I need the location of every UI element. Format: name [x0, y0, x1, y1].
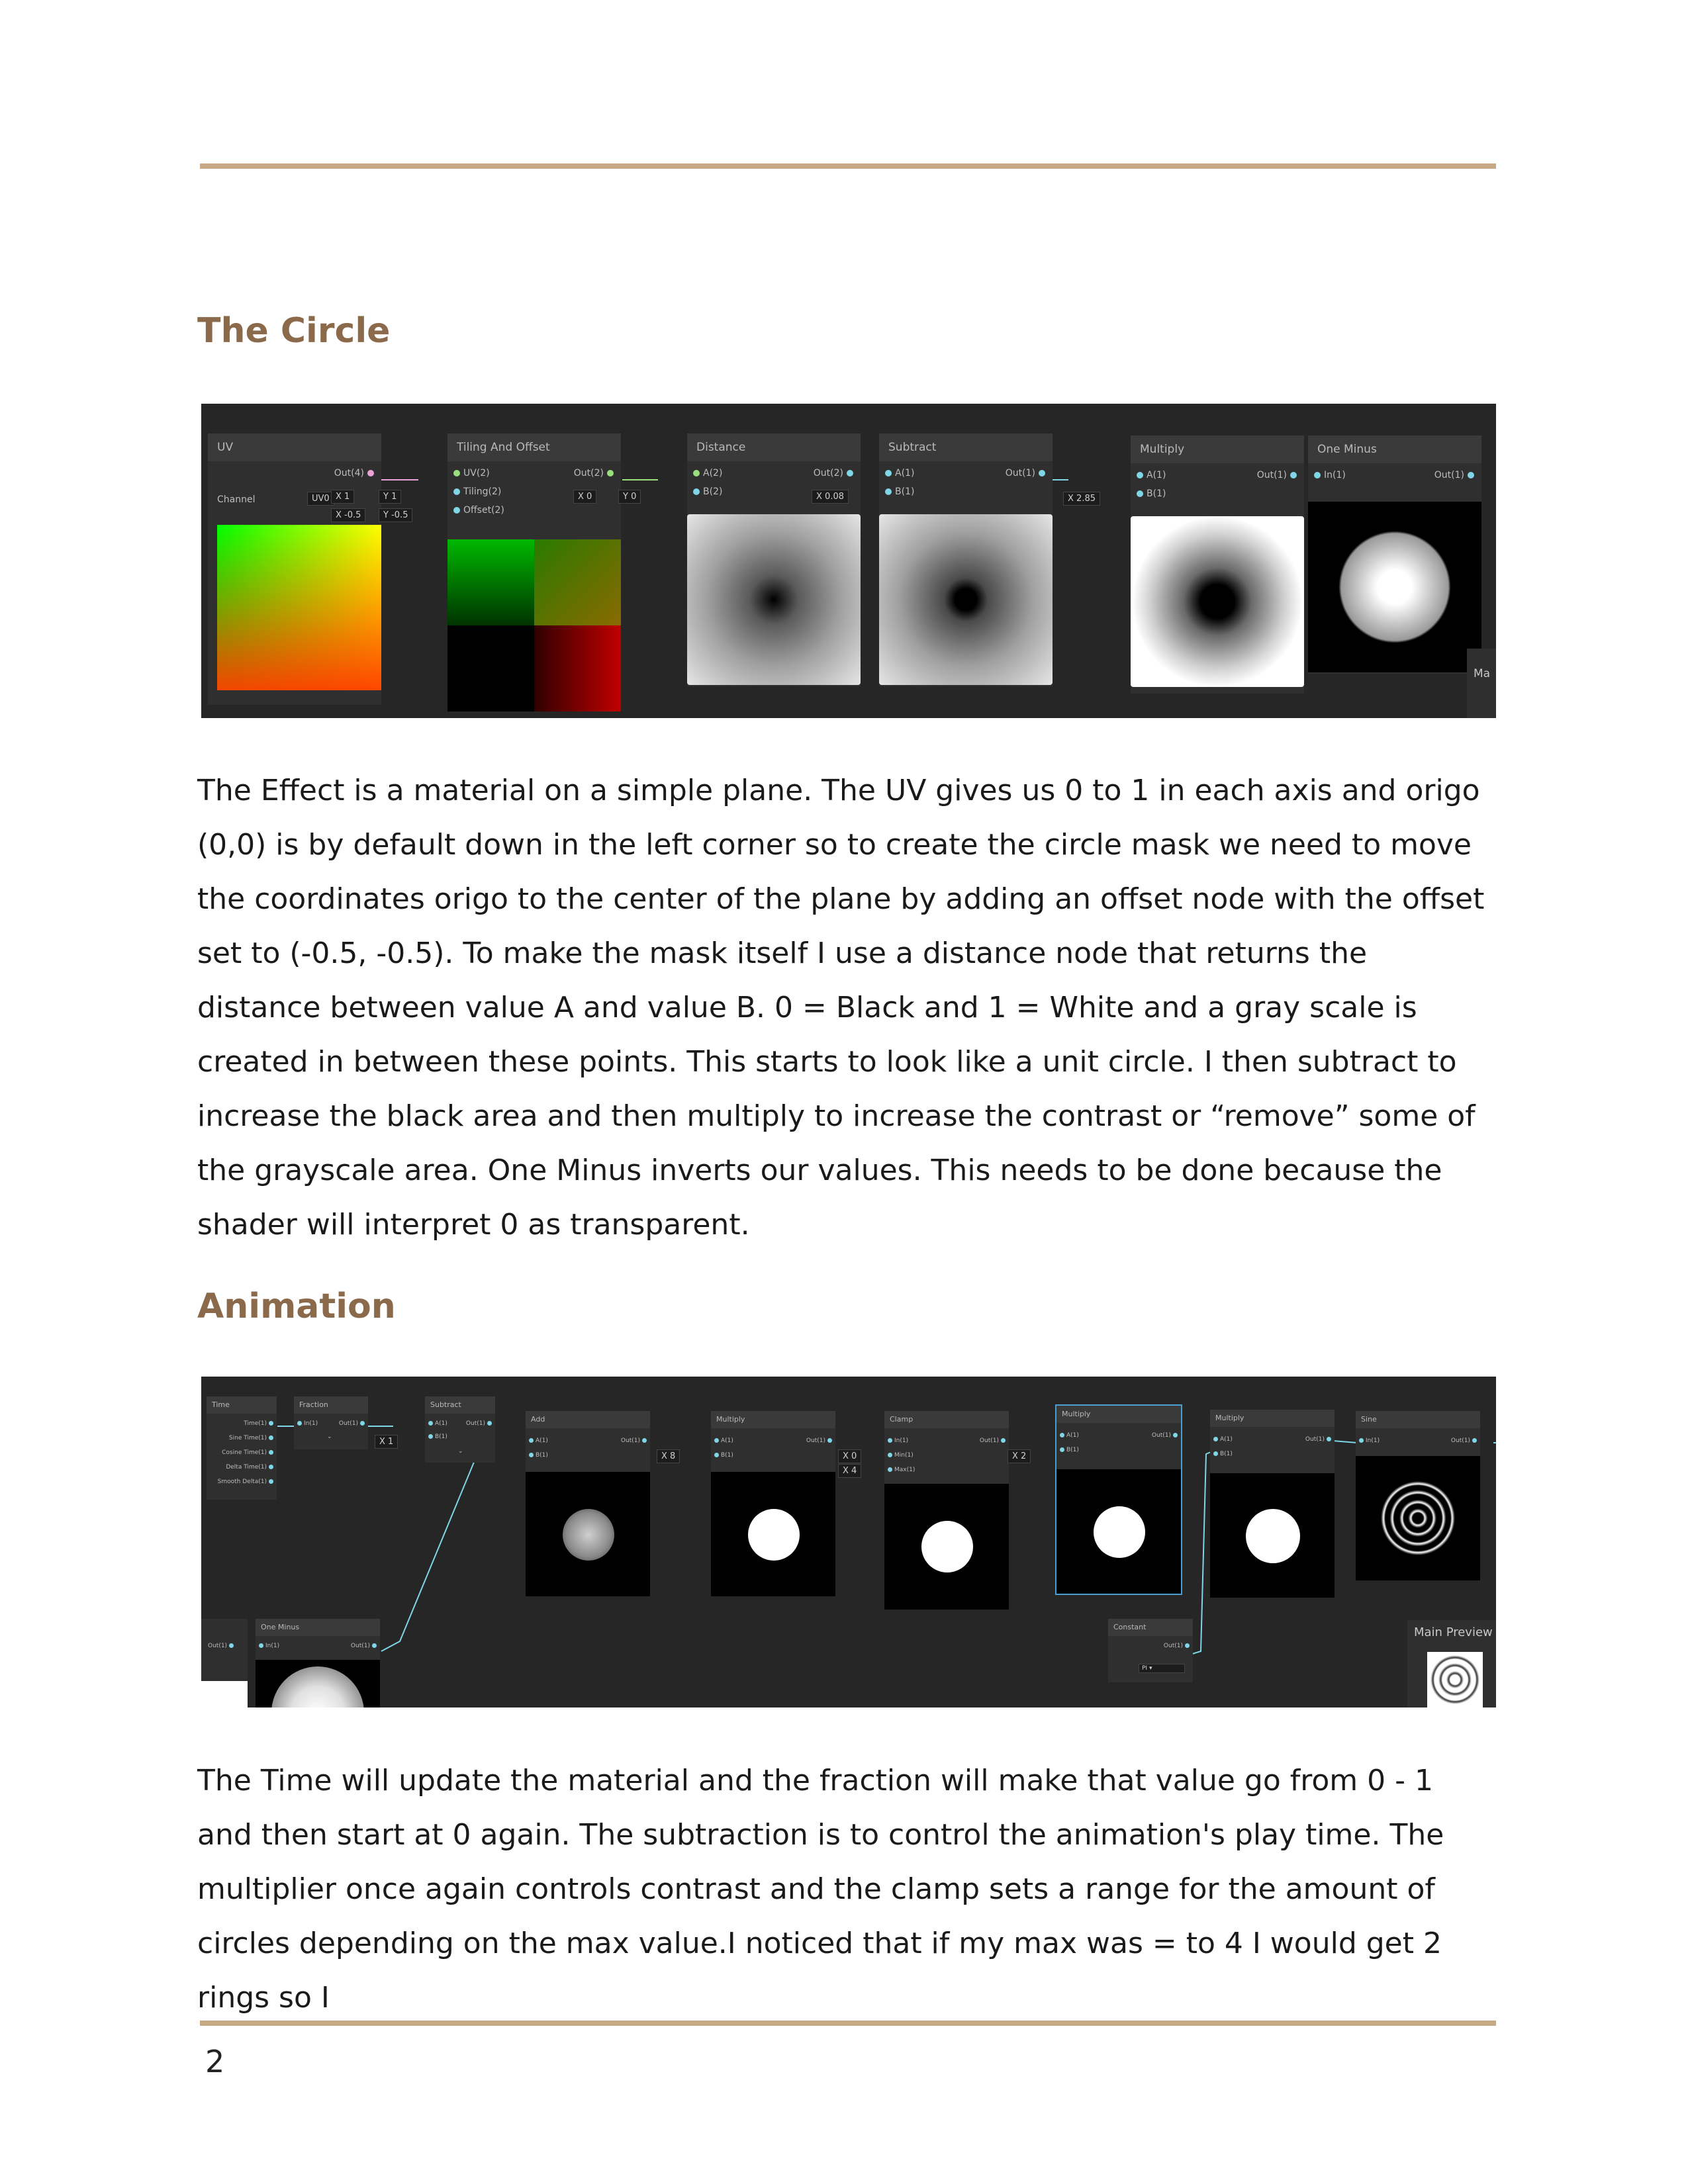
left-out-label: Out(1) — [208, 1643, 228, 1649]
multiply1-out-port[interactable] — [806, 1437, 834, 1444]
offset-x-value: -0.5 — [344, 510, 361, 520]
distance-node-title: Distance — [687, 433, 861, 461]
multiply1-b-label: B(1) — [721, 1452, 733, 1459]
distance-a-port[interactable] — [690, 468, 722, 478]
anim-subtract-a-label: A(1) — [435, 1420, 447, 1427]
multiply-a-label: A(1) — [1147, 470, 1166, 480]
axis-label: Y — [623, 492, 628, 502]
multiply3-node[interactable] — [1210, 1410, 1335, 1598]
axis-label: X — [336, 510, 342, 520]
port-dot-icon — [453, 488, 460, 495]
multiply1-preview — [711, 1472, 835, 1596]
left-cut-preview — [201, 1681, 248, 1707]
port-dot-icon — [487, 1421, 492, 1426]
section-heading-circle: The Circle — [197, 311, 391, 351]
subtract-b-port[interactable] — [882, 486, 914, 497]
port-dot-icon — [1472, 1438, 1477, 1443]
port-dot-icon — [1039, 470, 1045, 477]
add-b-label: B(1) — [536, 1452, 548, 1459]
port-dot-icon — [693, 488, 700, 495]
sine-time-label: Sine Time(1) — [228, 1435, 267, 1441]
one-minus-in-port[interactable] — [1311, 470, 1346, 480]
fraction-out-port[interactable] — [339, 1420, 367, 1427]
time-node-title: Time — [207, 1396, 277, 1414]
multiply2-out-port[interactable] — [1152, 1432, 1180, 1439]
fraction-node-title: Fraction — [294, 1396, 368, 1414]
port-dot-icon — [269, 1465, 273, 1469]
multiply2-bx-value: 2 — [1021, 1451, 1027, 1461]
clamp-max-port[interactable] — [886, 1467, 915, 1473]
anim-subtract-node[interactable] — [425, 1396, 495, 1463]
main-preview-title: Main Preview — [1414, 1625, 1493, 1639]
offset-x-field[interactable] — [331, 508, 365, 522]
tiling-out-label: Out(2) — [573, 468, 604, 478]
port-dot-icon — [297, 1421, 302, 1426]
tiling-tiling-port[interactable] — [450, 486, 501, 497]
anim-one-minus-in-port[interactable] — [257, 1643, 279, 1649]
axis-label: X — [1012, 1451, 1018, 1461]
port-dot-icon — [1001, 1438, 1006, 1443]
multiply2-preview — [1056, 1469, 1181, 1594]
multiply2-node[interactable] — [1056, 1406, 1181, 1594]
main-preview-node-cut[interactable] — [1467, 649, 1496, 718]
multiply2-b-port[interactable] — [1058, 1447, 1079, 1453]
add-b-port[interactable] — [527, 1452, 548, 1459]
port-dot-icon — [269, 1450, 273, 1455]
port-dot-icon — [1137, 490, 1143, 497]
port-dot-icon — [885, 488, 892, 495]
clamp-node-title: Clamp — [884, 1411, 1009, 1428]
time-out-label: Time(1) — [244, 1420, 267, 1427]
time-node[interactable] — [207, 1396, 277, 1500]
clamp-max-field[interactable] — [838, 1464, 861, 1478]
subtract-bx-field[interactable] — [812, 490, 849, 504]
delta-time-output-port[interactable] — [226, 1464, 275, 1471]
multiply-node[interactable] — [1131, 435, 1304, 694]
axis-label: X — [843, 1466, 849, 1476]
add-out-label: Out(1) — [620, 1437, 640, 1444]
multiply2-bx-field[interactable] — [1008, 1449, 1031, 1463]
multiply-out-port[interactable] — [1257, 470, 1300, 480]
axis-label: X — [578, 492, 584, 502]
port-dot-icon — [1185, 1643, 1190, 1648]
multiply-bx-value: 2.85 — [1076, 494, 1096, 504]
multiply1-bx-field[interactable] — [657, 1449, 680, 1463]
clamp-in-port[interactable] — [886, 1437, 908, 1444]
port-dot-icon — [1137, 472, 1143, 478]
tiling-x-value: 1 — [344, 492, 350, 502]
multiply1-b-port[interactable] — [712, 1452, 733, 1459]
anim-subtract-out-label: Out(1) — [465, 1420, 485, 1427]
sine-preview — [1356, 1456, 1480, 1580]
sine-time-output-port[interactable] — [229, 1435, 275, 1441]
constant-out-port[interactable] — [1164, 1643, 1192, 1649]
distance-b-label: B(2) — [703, 486, 723, 497]
subtract-preview — [879, 514, 1053, 685]
add-preview — [526, 1472, 650, 1596]
axis-label: X — [1068, 494, 1074, 504]
port-dot-icon — [1213, 1437, 1218, 1441]
multiply1-a-port[interactable] — [712, 1437, 733, 1444]
clamp-min-label: Min(1) — [894, 1452, 914, 1459]
add-a-port[interactable] — [527, 1437, 548, 1444]
port-dot-icon — [1314, 472, 1321, 478]
multiply3-out-label: Out(1) — [1305, 1436, 1325, 1443]
one-minus-node-title: One Minus — [1308, 435, 1481, 463]
anim-subtract-b-label: B(1) — [435, 1433, 447, 1440]
chevron-down-icon[interactable]: ⌄ — [458, 1448, 463, 1455]
tiling-node-title: Tiling And Offset — [447, 433, 621, 461]
port-dot-icon — [269, 1479, 273, 1484]
sine-in-port[interactable] — [1357, 1437, 1380, 1444]
distance-by-value: 0 — [631, 492, 637, 502]
multiply3-b-port[interactable] — [1211, 1451, 1233, 1457]
multiply3-node-title: Multiply — [1210, 1410, 1335, 1427]
port-dot-icon — [888, 1438, 892, 1443]
multiply1-bx-value: 8 — [670, 1451, 676, 1461]
sine-node-title: Sine — [1356, 1411, 1480, 1428]
port-dot-icon — [428, 1434, 433, 1439]
main-preview-image — [1427, 1652, 1483, 1707]
one-minus-in-label: In(1) — [1324, 470, 1346, 480]
multiply2-a-label: A(1) — [1066, 1432, 1079, 1439]
port-dot-icon — [229, 1643, 234, 1648]
tiling-tiling-label: Tiling(2) — [463, 486, 502, 497]
distance-bx-value: 0 — [586, 492, 592, 502]
clamp-min-value: 0 — [851, 1451, 857, 1461]
circle-paragraph: The Effect is a material on a simple plane. The UV gives us 0 to 1 in each axis and origo (0,0) is by default down in the left corner so to create the circle mask we need to move the coordinates origo to the center of the plane by adding an offset node with the offset set to (-0.5, -0.5). To make the mask itself I use a distance node that returns the distance between value A and value B. 0 = Black and 1 = White and a gray scale is created in between these points. This starts to look like a unit circle. I then subtract to increase the black area and then multiply to increase the contrast or “remove” some of the grayscale area. One Minus inverts our values. This needs to be done because the shader will interpret 0 as transparent. — [197, 774, 1485, 1242]
port-dot-icon — [827, 1438, 832, 1443]
tiling-uv-label: UV(2) — [463, 468, 490, 478]
sine-out-label: Out(1) — [1450, 1437, 1470, 1444]
multiply-a-port[interactable] — [1133, 470, 1166, 480]
fraction-node[interactable] — [294, 1396, 368, 1449]
tiling-offset-port[interactable] — [450, 505, 504, 516]
port-dot-icon — [1468, 472, 1474, 478]
port-dot-icon — [888, 1453, 892, 1457]
clamp-out-label: Out(1) — [979, 1437, 999, 1444]
constant-node[interactable] — [1108, 1619, 1193, 1682]
uv-out-port[interactable] — [334, 468, 377, 478]
distance-b-port[interactable] — [690, 486, 722, 497]
smooth-delta-output-port[interactable] — [218, 1479, 275, 1485]
port-dot-icon — [1327, 1437, 1331, 1441]
anim-one-minus-out-label: Out(1) — [350, 1643, 370, 1649]
port-dot-icon — [529, 1453, 534, 1457]
fraction-in-label: In(1) — [304, 1420, 318, 1427]
multiply-node-title: Multiply — [1131, 435, 1304, 463]
axis-label: Y — [383, 492, 389, 502]
offset-y-value: -0.5 — [391, 510, 408, 520]
add-a-label: A(1) — [536, 1437, 548, 1444]
sine-node[interactable] — [1356, 1411, 1480, 1580]
port-dot-icon — [607, 470, 614, 477]
tiling-offset-node[interactable] — [447, 433, 621, 711]
distance-node[interactable] — [687, 433, 861, 686]
port-dot-icon — [888, 1467, 892, 1472]
clamp-node[interactable] — [884, 1411, 1009, 1610]
axis-label: X — [336, 492, 342, 502]
chevron-down-icon: ▾ — [1149, 1665, 1152, 1672]
header-rule — [200, 163, 1496, 169]
subtract-out-label: Out(1) — [1005, 468, 1035, 478]
anim-subtract-out-port[interactable] — [466, 1420, 494, 1427]
uv-out-label: Out(4) — [334, 468, 364, 478]
axis-label: X — [843, 1451, 849, 1461]
one-minus-node[interactable] — [1308, 435, 1481, 674]
port-dot-icon — [269, 1421, 273, 1426]
smooth-delta-label: Smooth Delta(1) — [217, 1479, 267, 1485]
animation-shader-graph — [201, 1377, 1496, 1707]
anim-one-minus-node-title: One Minus — [256, 1619, 380, 1636]
multiply2-b-label: B(1) — [1066, 1447, 1079, 1453]
one-minus-preview — [1308, 502, 1481, 672]
anim-subtract-bx-field[interactable] — [375, 1435, 398, 1449]
port-dot-icon — [1290, 472, 1297, 478]
time-output-port[interactable] — [244, 1420, 275, 1427]
anim-one-minus-preview — [256, 1660, 380, 1707]
port-dot-icon — [885, 470, 892, 477]
circle-shader-graph — [201, 404, 1496, 718]
tiling-offset-label: Offset(2) — [463, 505, 504, 516]
left-out-port[interactable] — [208, 1643, 236, 1649]
port-dot-icon — [259, 1643, 263, 1648]
axis-label: Y — [383, 510, 389, 520]
subtract-a-port[interactable] — [882, 468, 914, 478]
subtract-a-label: A(1) — [895, 468, 915, 478]
distance-out-label: Out(2) — [813, 468, 843, 478]
multiply3-a-port[interactable] — [1211, 1436, 1233, 1443]
port-dot-icon — [1173, 1433, 1178, 1437]
multiply-b-port[interactable] — [1133, 488, 1166, 499]
add-out-port[interactable] — [621, 1437, 649, 1444]
subtract-bx-value: 0.08 — [825, 492, 844, 502]
multiply-out-label: Out(1) — [1256, 470, 1287, 480]
multiply1-node-title: Multiply — [711, 1411, 835, 1428]
anim-subtract-bx-value: 1 — [388, 1437, 394, 1447]
multiply-preview — [1131, 516, 1304, 687]
sine-in-label: In(1) — [1366, 1437, 1380, 1444]
one-minus-out-label: Out(1) — [1434, 470, 1464, 480]
left-out-node-cut[interactable] — [201, 1619, 248, 1707]
port-dot-icon — [367, 470, 374, 477]
axis-label: X — [816, 492, 822, 502]
multiply2-node-title: Multiply — [1056, 1406, 1181, 1423]
uv-channel-dropdown[interactable]: UV0 — [307, 492, 334, 506]
fraction-out-label: Out(1) — [338, 1420, 358, 1427]
constant-dropdown[interactable] — [1139, 1664, 1185, 1673]
uv-channel-label: Channel — [217, 494, 256, 505]
multiply3-b-label: B(1) — [1220, 1451, 1233, 1457]
sine-out-port[interactable] — [1451, 1437, 1479, 1444]
port-dot-icon — [847, 470, 853, 477]
cosine-time-output-port[interactable] — [222, 1449, 275, 1456]
main-preview-cut-label: Ma — [1474, 667, 1491, 680]
clamp-out-port[interactable] — [980, 1437, 1008, 1444]
delta-time-label: Delta Time(1) — [226, 1464, 267, 1471]
port-dot-icon — [1060, 1447, 1064, 1452]
section-heading-animation: Animation — [197, 1287, 396, 1326]
add-node[interactable] — [526, 1411, 650, 1596]
clamp-min-field[interactable] — [838, 1449, 861, 1463]
clamp-max-value: 4 — [851, 1466, 857, 1476]
tiling-uv-port[interactable] — [450, 468, 490, 478]
main-preview-node[interactable] — [1407, 1620, 1496, 1707]
multiply2-out-label: Out(1) — [1151, 1432, 1171, 1439]
add-node-title: Add — [526, 1411, 650, 1428]
one-minus-out-port[interactable] — [1434, 470, 1477, 480]
distance-a-label: A(2) — [703, 468, 723, 478]
port-dot-icon — [529, 1438, 534, 1443]
multiply-b-label: B(1) — [1147, 488, 1166, 499]
offset-y-field[interactable] — [379, 508, 412, 522]
tiling-y-field[interactable] — [379, 490, 401, 504]
multiply1-out-label: Out(1) — [806, 1437, 825, 1444]
port-dot-icon — [693, 470, 700, 477]
port-dot-icon — [714, 1453, 719, 1457]
port-dot-icon — [714, 1438, 719, 1443]
clamp-in-label: In(1) — [894, 1437, 909, 1444]
uv-node-title: UV — [208, 433, 381, 461]
distance-by-field[interactable] — [618, 490, 641, 504]
port-dot-icon — [1213, 1451, 1218, 1456]
fraction-in-port[interactable] — [295, 1420, 318, 1427]
tiling-x-field[interactable] — [331, 490, 354, 504]
port-dot-icon — [372, 1643, 377, 1648]
distance-preview — [687, 514, 861, 685]
anim-one-minus-in-label: In(1) — [265, 1643, 280, 1649]
multiply3-preview — [1210, 1473, 1335, 1598]
anim-subtract-b-port[interactable] — [426, 1433, 447, 1440]
clamp-preview — [884, 1484, 1009, 1610]
multiply1-node[interactable] — [711, 1411, 835, 1596]
port-dot-icon — [453, 470, 460, 477]
constant-node-title: Constant — [1108, 1619, 1193, 1636]
anim-subtract-node-title: Subtract — [425, 1396, 495, 1414]
multiply-bx-field[interactable] — [1063, 492, 1100, 506]
axis-label: X — [661, 1451, 667, 1461]
port-dot-icon — [269, 1435, 273, 1440]
footer-rule — [200, 2021, 1496, 2026]
tiling-preview — [447, 539, 621, 711]
anim-one-minus-out-port[interactable] — [351, 1643, 379, 1649]
anim-one-minus-node[interactable] — [256, 1619, 380, 1707]
subtract-node[interactable] — [879, 433, 1053, 686]
multiply3-a-label: A(1) — [1220, 1436, 1233, 1443]
distance-out-port[interactable] — [814, 468, 857, 478]
port-dot-icon — [1060, 1433, 1064, 1437]
port-dot-icon — [453, 507, 460, 514]
multiply3-out-port[interactable] — [1305, 1436, 1333, 1443]
anim-subtract-a-port[interactable] — [426, 1420, 447, 1427]
distance-bx-field[interactable] — [573, 490, 596, 504]
clamp-min-port[interactable] — [886, 1452, 914, 1459]
subtract-b-label: B(1) — [895, 486, 915, 497]
port-dot-icon — [642, 1438, 647, 1443]
tiling-out-port[interactable] — [574, 468, 617, 478]
tiling-y-value: 1 — [391, 492, 397, 502]
multiply2-a-port[interactable] — [1058, 1432, 1079, 1439]
chevron-down-icon[interactable]: ⌄ — [327, 1433, 332, 1440]
port-dot-icon — [1359, 1438, 1364, 1443]
clamp-max-label: Max(1) — [894, 1467, 915, 1473]
constant-out-label: Out(1) — [1163, 1643, 1183, 1649]
cosine-time-label: Cosine Time(1) — [222, 1449, 267, 1456]
port-dot-icon — [360, 1421, 365, 1426]
axis-label: X — [379, 1437, 385, 1447]
subtract-out-port[interactable] — [1006, 468, 1049, 478]
port-dot-icon — [428, 1421, 433, 1426]
subtract-node-title: Subtract — [879, 433, 1053, 461]
animation-paragraph: The Time will update the material and the fraction will make that value go from 0 - 1 and then start at 0 again. The subtraction is to control the animation's play time. The multiplier once again controls contrast and the clamp sets a range for the amount of circles depending on the max value.I noticed that if my max was = to 4 I would get 2 rings so I — [197, 1764, 1444, 2015]
page-number: 2 — [205, 2044, 225, 2079]
uv-preview-red — [217, 525, 381, 690]
constant-value: PI — [1142, 1665, 1148, 1672]
multiply1-a-label: A(1) — [721, 1437, 733, 1444]
